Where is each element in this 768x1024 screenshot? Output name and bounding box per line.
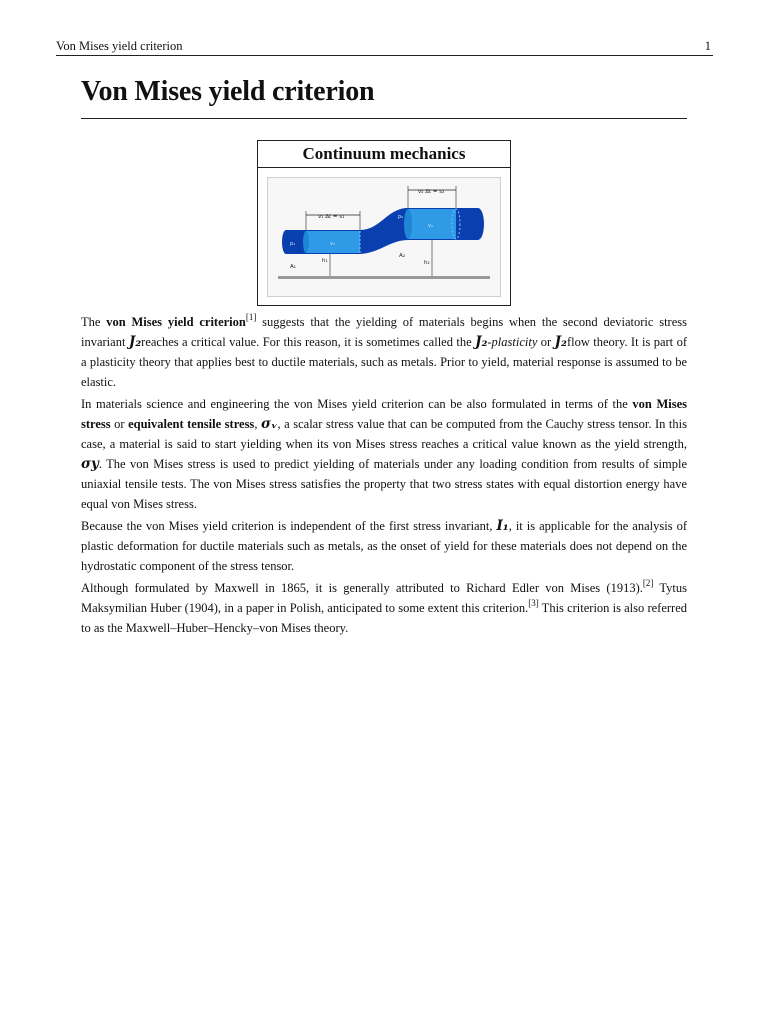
label-height-right: h₂ (424, 260, 430, 266)
text: In materials science and engineering the von Mises yield criterion can be also formulated in terms of the (81, 397, 633, 411)
infobox-figure (267, 177, 501, 297)
math-symbol: J₂ (554, 334, 567, 350)
text: or (110, 417, 129, 431)
ground-line (278, 276, 490, 279)
bold-term: equivalent tensile stress (128, 417, 255, 431)
infobox-title: Continuum mechanics (258, 141, 510, 168)
paragraph-3 (81, 516, 687, 576)
text: , it is applicable for the analysis of plastic deformation for ductile materials such as metals, as the onset of yield for these materials does not depend on the hydrostatic component of the stress tensor. (81, 519, 687, 573)
text: Tytus Maksymilian Huber (1904), in a paper in Polish, anticipated to some extent this criterion. (81, 581, 687, 615)
label-top-length: v₂ Δt = s₂ (418, 189, 445, 195)
pipe-end-left (282, 230, 290, 254)
label-left-length: v₁ Δt = s₁ (318, 214, 345, 220)
text: Because the von Mises yield criterion is independent of the first stress invariant, (81, 519, 497, 533)
fluid-segment-left-cap (303, 231, 309, 253)
italic-term: -plasticity (487, 335, 538, 349)
paragraph-1 (81, 312, 687, 392)
pipe-end-right (472, 208, 484, 240)
article-body (81, 312, 687, 640)
math-symbol: I₁ (496, 518, 509, 534)
math-symbol: J₂ (475, 334, 488, 350)
text: Although formulated by Maxwell in 1865, it is generally attributed to Richard Edler von Mises (1913). (81, 581, 643, 595)
running-title: Von Mises yield criterion (56, 39, 183, 53)
text: This criterion is also referred to as the Maxwell–Huber–Hencky–von Mises theory. (81, 601, 687, 635)
label-v-left: v₁ (330, 241, 335, 247)
reference-link[interactable]: [2] (642, 578, 654, 588)
label-height-left: h₁ (322, 258, 328, 264)
text: or (537, 335, 555, 349)
label-p-right: p₂ (398, 214, 404, 220)
text: reaches a critical value. For this reason, it is sometimes called the (141, 335, 476, 349)
label-area-left: A₁ (290, 264, 296, 270)
text: . The von Mises stress is used to predict yielding of materials under any loading condition from results of simple uniaxial tensile tests. The von Mises stress satisfies the property that two stress states with equal distortion energy have equal von Mises stress. (81, 457, 687, 511)
label-area-right: A₂ (399, 253, 405, 259)
page-title: Von Mises yield criterion (81, 76, 375, 107)
paragraph-4 (81, 578, 687, 638)
text: , a scalar stress value that can be computed from the Cauchy stress tensor. In this case, a material is said to start yielding when its von Mises stress reaches a critical value known as the yield strength, (81, 417, 687, 451)
paragraph-2 (81, 394, 687, 514)
text: The (81, 315, 107, 329)
title-divider (81, 118, 687, 119)
page-number: 1 (704, 39, 711, 53)
math-symbol: J₂ (128, 334, 142, 350)
reference-link[interactable]: [3] (528, 598, 539, 608)
text: , (254, 417, 261, 431)
infobox (257, 140, 511, 306)
text: flow theory. It is part of a plasticity theory that applies best to ductile materials, such as metals. Prior to yield, material response is assumed to be elastic. (81, 335, 687, 389)
math-symbol: σy (81, 456, 99, 472)
bold-term: von Mises yield criterion (106, 315, 246, 329)
fluid-flow-diagram (268, 178, 500, 296)
running-header (56, 38, 713, 56)
label-p-left: p₁ (290, 241, 296, 247)
math-symbol: σᵥ (260, 416, 278, 432)
text: suggests that the yielding of materials begins when the second deviatoric stress invariant (81, 315, 687, 349)
reference-link[interactable]: [1] (245, 312, 257, 322)
bold-term: von Mises stress (81, 397, 688, 431)
fluid-segment-right-cap (404, 209, 412, 239)
label-v-right: v₂ (428, 223, 433, 229)
